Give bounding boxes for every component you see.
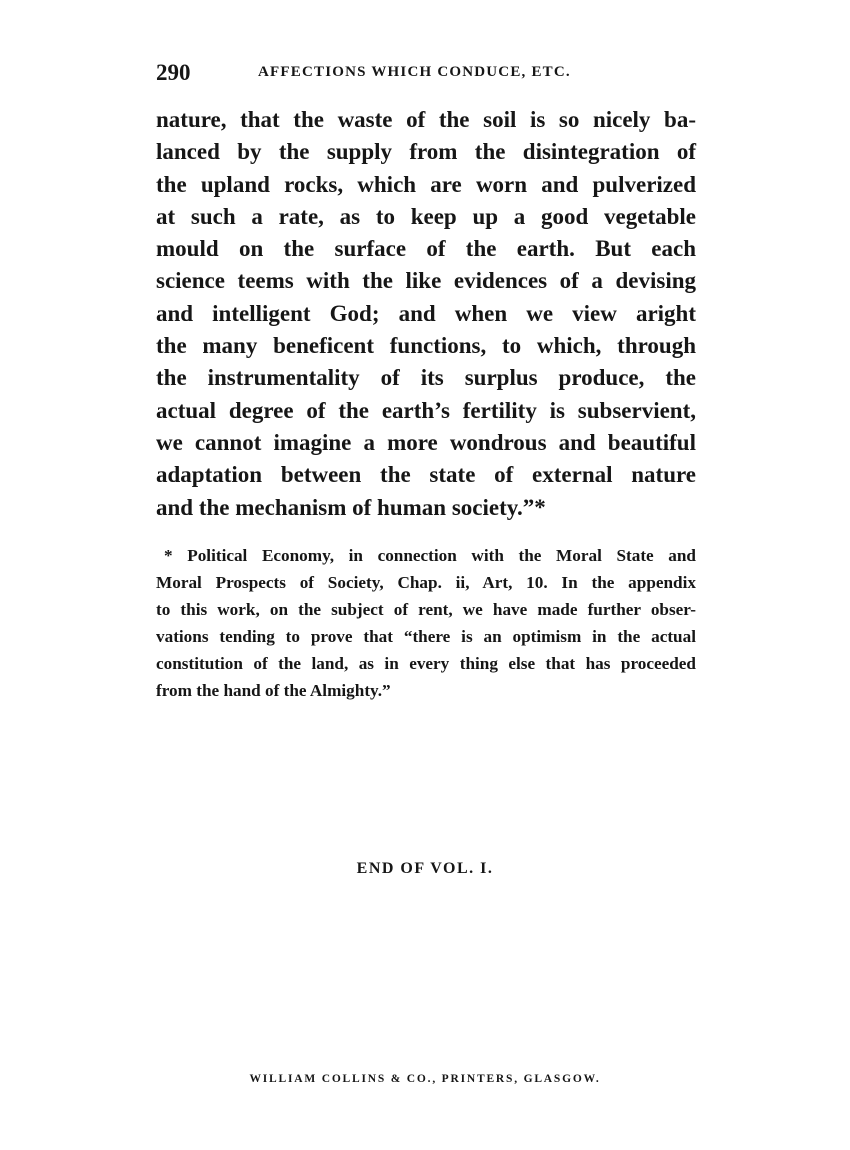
footnote-line: Moral Prospects of Society, Chap. ii, Art, 10. In the appendix [156,573,696,592]
footnote-line: constitution of the land, as in every thing else that has proceeded [156,654,696,673]
body-line: adaptation between the state of external nature [156,462,696,488]
body-line: and intelligent God; and when we view aright [156,300,696,326]
footnote-line: to this work, on the subject of rent, we have made further obser- [156,600,696,619]
page-number: 290 [156,60,191,85]
body-paragraph [156,104,696,524]
footnote-line: from the hand of the Almighty.” [156,681,391,700]
body-line: the many beneficent functions, to which, through [156,333,696,359]
footnote [156,542,696,704]
printer-imprint: WILLIAM COLLINS & CO., PRINTERS, GLASGOW. [249,1073,601,1085]
body-line: at such a rate, as to keep up a good vegetable [156,203,696,229]
footnote-line: * Political Economy, in connection with the Moral State and [164,546,696,565]
end-of-volume-mark: END OF VOL. I. [356,860,494,877]
body-line: the instrumentality of its surplus produce, the [156,365,696,391]
body-line: mould on the surface of the earth. But each [156,236,696,262]
footnote-line: vations tending to prove that “there is an optimism in the actual [156,627,696,646]
body-line: the upland rocks, which are worn and pulverized [156,171,696,197]
running-head [156,60,696,90]
body-line: actual degree of the earth’s fertility is subservient, [156,397,696,423]
running-title: AFFECTIONS WHICH CONDUCE, ETC. [258,64,571,80]
body-line: lanced by the supply from the disintegration of [156,139,696,165]
body-line: and the mechanism of human society.”* [156,494,546,520]
body-line: nature, that the waste of the soil is so nicely ba- [156,107,696,132]
body-line: we cannot imagine a more wondrous and beautiful [156,429,696,455]
body-line: science teems with the like evidences of a devising [156,268,696,294]
